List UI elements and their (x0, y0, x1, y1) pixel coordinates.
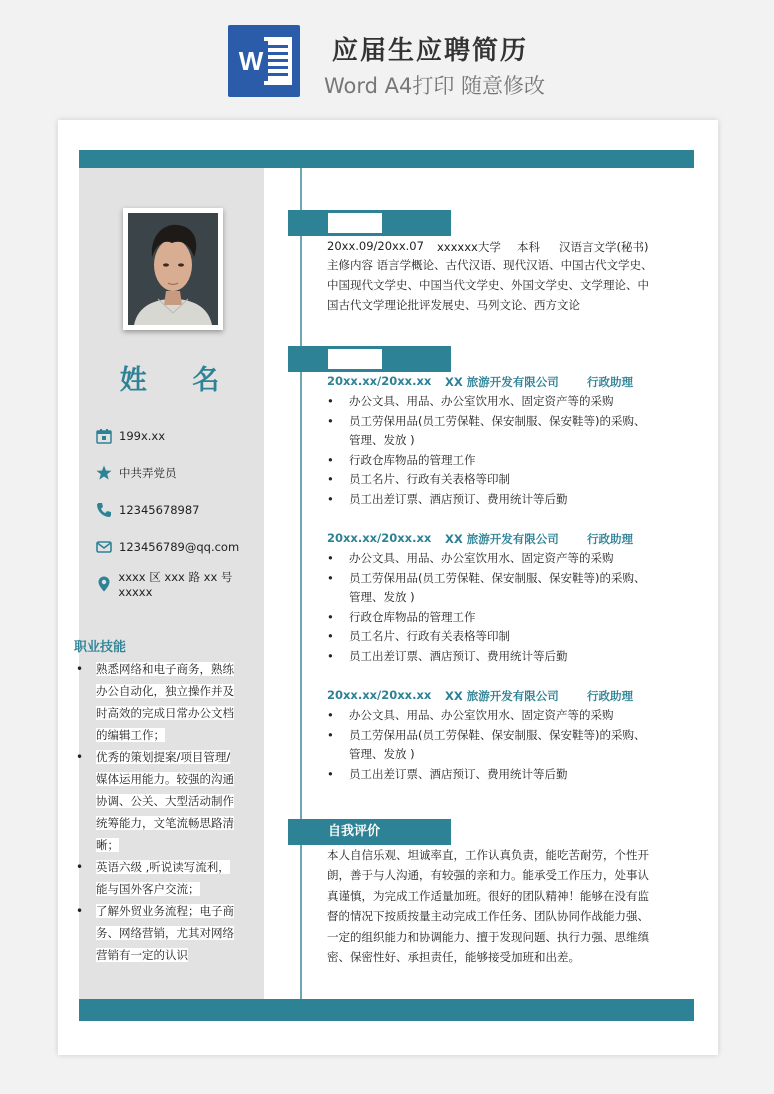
job-duties (327, 549, 653, 667)
education-row (327, 236, 653, 256)
list-item: • 办公文具、用品、办公室饮用水、固定资产等的采购 (327, 392, 653, 412)
list-item: • 员工出差订票、酒店预订、费用统计等后勤 (327, 647, 653, 667)
list-item: • 办公文具、用品、办公室饮用水、固定资产等的采购 (327, 549, 653, 569)
job-header: 20xx.xx/20xx.xx XX 旅游开发有限公司 行政助理 (327, 688, 633, 703)
email-info (95, 537, 265, 557)
profile-photo (123, 208, 223, 330)
birth-date: 199x.xx (119, 429, 166, 443)
bottom-accent-bar (79, 999, 694, 1021)
list-item: • 优秀的策划提案/项目管理/媒体运用能力。较强的沟通协调、公关、大型活动制作统筹能力，文笔流畅思路清晰； (72, 746, 240, 856)
list-item: • 员工劳保用品(员工劳保鞋、保安制服、保安鞋等)的采购、管理、发放 ) (327, 726, 653, 765)
self-eval-heading: 自我评价 (288, 819, 451, 845)
birth-info (95, 426, 265, 446)
education-school: xxxxxx大学 (437, 240, 501, 254)
list-item: • 员工名片、行政有关表格等印制 (327, 627, 653, 647)
timeline-divider (300, 168, 302, 1021)
job-duties (327, 706, 653, 784)
template-banner (0, 0, 774, 118)
list-item: • 了解外贸业务流程；电子商务、网络营销，尤其对网络营销有一定的认识 (72, 900, 240, 966)
phone-number: 12345678987 (119, 503, 200, 517)
list-item: • 熟悉网络和电子商务，熟练办公自动化，独立操作并及时高效的完成日常办公文档的编辑工作； (72, 658, 240, 746)
political-info (95, 463, 265, 483)
skills-heading: 职业技能 (74, 640, 127, 655)
self-eval-text: 本人自信乐观、坦诚率直，工作认真负责，能吃苦耐劳，个性开朗，善于与人沟通，有较强的亲和力。能承受工作压力，处事认真谨慎，为完成工作适量加班。很好的团队精神！能够在没有监督的情况下按质按量主动完成工作任务、团队协同作战能力强、一定的组织能力和协调能力、擅于发现问题、执行力强、思维缜密、保密性好、承担责任，能够接受加班和出差。 (327, 848, 649, 965)
list-item: • 办公文具、用品、办公室饮用水、固定资产等的采购 (327, 706, 653, 726)
education-period: 20xx.09/20xx.07 (327, 239, 424, 253)
list-item: • 行政仓库物品的管理工作 (327, 608, 653, 628)
job-duties (327, 392, 653, 510)
list-item: • 英语六级 ,听说读写流利，能与国外客户交流； (72, 856, 240, 900)
list-item: • 员工劳保用品(员工劳保鞋、保安制服、保安鞋等)的采购、管理、发放 ) (327, 412, 653, 451)
education-major: 汉语言文学(秘书) (559, 240, 649, 254)
banner-subtitle: Word A4打印 随意修改 (324, 74, 546, 98)
job-header: 20xx.xx/20xx.xx XX 旅游开发有限公司 行政助理 (327, 531, 633, 546)
skills-list (72, 658, 240, 966)
education-degree: 本科 (517, 240, 540, 254)
education-courses: 主修内容 语言学概论、古代汉语、现代汉语、中国古代文学史、中国现代文学史、中国当代文学史、外国文学史、文学理论、中国古代文学理论批评发展史、马列文论、西方文论 (327, 258, 653, 312)
list-item: • 员工出差订票、酒店预订、费用统计等后勤 (327, 490, 653, 510)
star-icon (95, 464, 113, 482)
candidate-name: 姓 名 (119, 365, 238, 396)
experience-heading (288, 346, 451, 372)
calendar-icon (95, 427, 113, 445)
political-status: 中共弄党员 (119, 466, 177, 480)
list-item: • 员工名片、行政有关表格等印制 (327, 470, 653, 490)
envelope-icon (95, 538, 113, 556)
list-item: • 员工劳保用品(员工劳保鞋、保安制服、保安鞋等)的采购、管理、发放 ) (327, 569, 653, 608)
job-header: 20xx.xx/20xx.xx XX 旅游开发有限公司 行政助理 (327, 374, 633, 389)
banner-title: 应届生应聘简历 (332, 36, 529, 66)
email-address: 123456789@qq.com (119, 540, 240, 554)
phone-icon (95, 501, 113, 519)
home-address: xxxx 区 xxx 路 xx 号 xxxxx (118, 570, 233, 599)
list-item: • 行政仓库物品的管理工作 (327, 451, 653, 471)
education-heading (288, 210, 451, 236)
top-accent-bar (79, 150, 694, 168)
list-item: • 员工出差订票、酒店预订、费用统计等后勤 (327, 765, 653, 785)
address-info (95, 570, 265, 599)
resume-page (58, 120, 718, 1055)
phone-info (95, 500, 265, 520)
location-pin-icon (95, 575, 112, 593)
word-logo-icon: W (228, 25, 300, 97)
